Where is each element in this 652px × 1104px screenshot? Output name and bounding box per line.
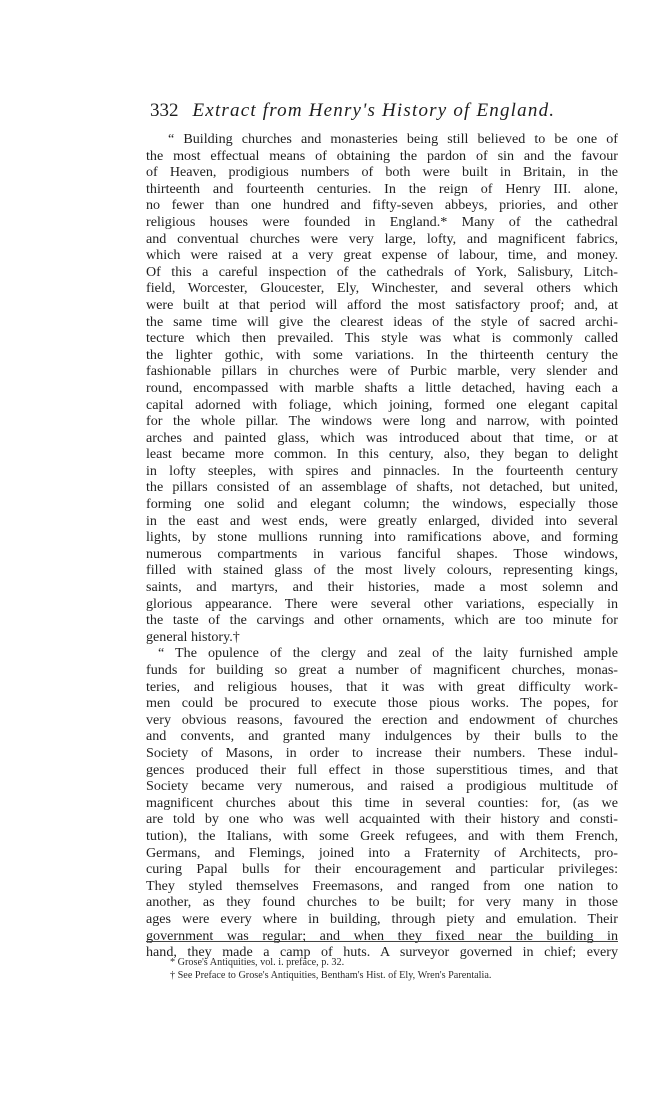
text-line: no fewer than one hundred and fifty-seven abbeys, priories, and other <box>146 197 618 214</box>
text-line: the lighter gothic, with some variations. In the thirteenth century the <box>146 346 618 363</box>
text-line: for the whole pillar. The windows were long and narrow, with pointed <box>146 413 618 430</box>
text-line: fashionable pillars in churches were of Purbic marble, very slender and <box>146 363 618 380</box>
footnote: † See Preface to Grose's Antiquities, Bentham's Hist. of Ely, Wren's Parentalia. <box>170 969 492 981</box>
text-line: the same time will give the clearest ideas of the style of sacred archi- <box>146 313 618 330</box>
text-line: saints, and martyrs, and their histories, made a most solemn and <box>146 579 618 596</box>
running-title: Extract from Henry's History of England. <box>192 100 556 121</box>
text-line: field, Worcester, Gloucester, Ely, Winchester, and several others which <box>146 280 618 297</box>
body-text <box>146 131 618 961</box>
text-line: They styled themselves Freemasons, and ranged from one nation to <box>146 877 618 894</box>
text-line: least became more common. In this century, also, they began to delight <box>146 446 618 463</box>
text-line: tecture which then prevailed. This style was what is commonly called <box>146 330 618 347</box>
text-line: general history.† <box>146 628 240 645</box>
text-line: capital adorned with foliage, which joining, formed one elegant capital <box>146 396 618 413</box>
text-line: in the east and west ends, were greatly enlarged, divided into several <box>146 512 618 529</box>
text-line: arches and painted glass, which was introduced about that time, or at <box>146 429 618 446</box>
text-line: the taste of the carvings and other ornaments, which are too minute for <box>146 612 618 629</box>
text-line: round, encompassed with marble shafts a little detached, having each a <box>146 379 618 396</box>
text-line: hand, they made a camp of huts. A surveyor governed in chief; every <box>146 944 618 961</box>
footnotes <box>170 957 620 982</box>
text-line: another, as they found churches to be built; for very many in those <box>146 894 618 911</box>
text-line: ages were every where in building, through piety and emulation. Their <box>146 910 618 927</box>
text-line: “ Building churches and monasteries being still believed to be one of <box>168 131 618 147</box>
text-line: Of this a careful inspection of the cathedrals of York, Salisbury, Litch- <box>146 263 618 280</box>
text-line: thirteenth and fourteenth centuries. In the reign of Henry III. alone, <box>146 180 618 197</box>
text-line: the pillars consisted of an assemblage of shafts, not detached, but united, <box>146 479 618 496</box>
text-line: government was regular; and when they fixed near the building in <box>146 927 618 944</box>
text-line: lights, by stone mullions running into ramifications above, and forming <box>146 529 618 546</box>
text-line: funds for building so great a number of magnificent churches, monas- <box>146 662 618 678</box>
text-line: filled with stained glass of the most lively colours, representing kings, <box>146 562 618 579</box>
text-line: Germans, and Flemings, joined into a Fraternity of Architects, pro- <box>146 844 618 861</box>
text-line: curing Papal bulls for their encouragement and particular privileges: <box>146 861 618 878</box>
text-line: were built at that period will afford the most satisfactory proof; and, at <box>146 296 618 313</box>
text-line: and conventual churches were very large, lofty, and magnificent fabrics, <box>146 230 618 247</box>
text-line: forming one solid and elegant column; the windows, especially those <box>146 496 618 513</box>
text-line: the most effectual means of obtaining the pardon of sin and the favour <box>146 147 618 164</box>
text-line: tution), the Italians, with some Greek refugees, and with them French, <box>146 827 618 844</box>
page-header <box>150 100 620 124</box>
text-line: very obvious reasons, favoured the erection and endowment of churches <box>146 711 618 728</box>
text-line: of Heaven, prodigious numbers of both were built in Britain, in the <box>146 164 618 181</box>
text-line: are told by one who was well acquainted with their history and consti- <box>146 811 618 828</box>
text-line: religious houses were founded in England.* Many of the cathedral <box>146 213 618 230</box>
text-line: men could be procured to execute those pious works. The popes, for <box>146 695 618 712</box>
text-line: Society became very numerous, and raised a prodigious multitude of <box>146 778 618 795</box>
text-line: and convents, and granted many indulgences by their bulls to the <box>146 728 618 745</box>
text-line: glorious appearance. There were several other variations, especially in <box>146 595 618 612</box>
footnote: * Grose's Antiquities, vol. i. preface, p. 32. <box>170 957 345 968</box>
text-line: gences produced their full effect in those superstitious times, and that <box>146 761 618 778</box>
text-line: which were raised at a very great expense of labour, time, and money. <box>146 247 618 264</box>
text-line: teries, and religious houses, that it was with great difficulty work- <box>146 678 618 695</box>
text-line: in lofty steeples, with spires and pinnacles. In the fourteenth century <box>146 462 618 479</box>
text-line: numerous compartments in various fanciful shapes. Those windows, <box>146 545 618 562</box>
text-line: Society of Masons, in order to increase their numbers. These indul- <box>146 744 618 761</box>
text-line: magnificent churches about this time in several counties: for, (as we <box>146 794 618 811</box>
text-line: “ The opulence of the clergy and zeal of the laity furnished ample <box>158 645 618 662</box>
footnote-rule <box>146 941 618 942</box>
page-number: 332 <box>150 100 179 121</box>
